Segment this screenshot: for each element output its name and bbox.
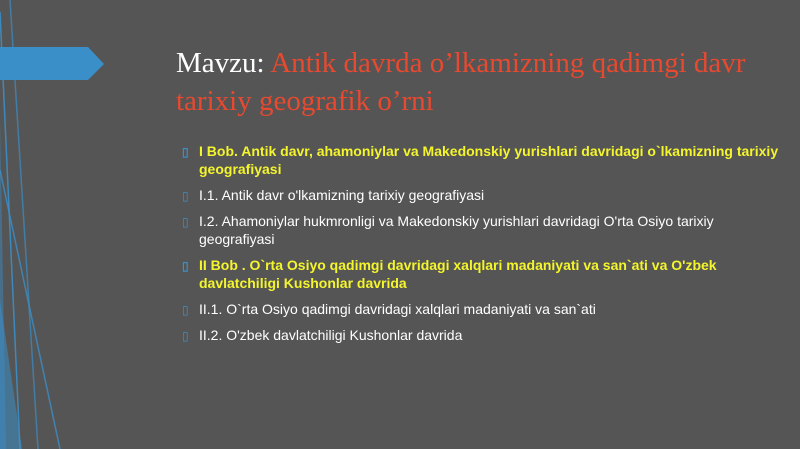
list-item-chapter-2	[182, 256, 782, 292]
slide-title	[176, 44, 776, 120]
title-arrow-shape	[0, 47, 104, 80]
decorative-lines	[0, 0, 130, 449]
list-item-section-1-1	[182, 186, 782, 204]
bullet-icon: ▯	[182, 189, 189, 203]
list-item-section-1-2	[182, 212, 782, 248]
list-item-text: I.2. Ahamoniylar hukmronligi va Makedonskiy yurishlari davridagi O'rta Osiyo tarixiy geografiyasi	[199, 213, 714, 247]
list-item-section-2-1	[182, 300, 782, 318]
list-item-text: II.2. O'zbek davlatchiligi Kushonlar davrida	[199, 327, 463, 343]
bullet-icon: ▯	[182, 145, 189, 159]
list-item-text: II.1. O`rta Osiyo qadimgi davridagi xalqlari madaniyati va san`ati	[199, 301, 596, 317]
list-item-chapter-1	[182, 142, 782, 178]
list-item-text: I.1. Antik davr o'lkamizning tarixiy geografiyasi	[199, 187, 485, 203]
bullet-icon: ▯	[182, 329, 189, 343]
content-list	[182, 142, 782, 352]
title-prefix: Mavzu:	[176, 47, 271, 79]
bullet-icon: ▯	[182, 303, 189, 317]
list-item-text: II Bob . O`rta Osiyo qadimgi davridagi xalqlari madaniyati va san`ati va O'zbek davlatchiligi Kushonlar davrida	[199, 257, 717, 291]
list-item-section-2-2	[182, 326, 782, 344]
bullet-icon: ▯	[182, 259, 189, 273]
list-item-text: I Bob. Antik davr, ahamoniylar va Makedonskiy yurishlari davridagi o`lkamizning tarixiy geografiyasi	[199, 143, 779, 177]
title-accent-text: Antik davrda o’lkamizning qadimgi davr tarixiy geografik o’rni	[176, 47, 746, 117]
bullet-icon: ▯	[182, 215, 189, 229]
